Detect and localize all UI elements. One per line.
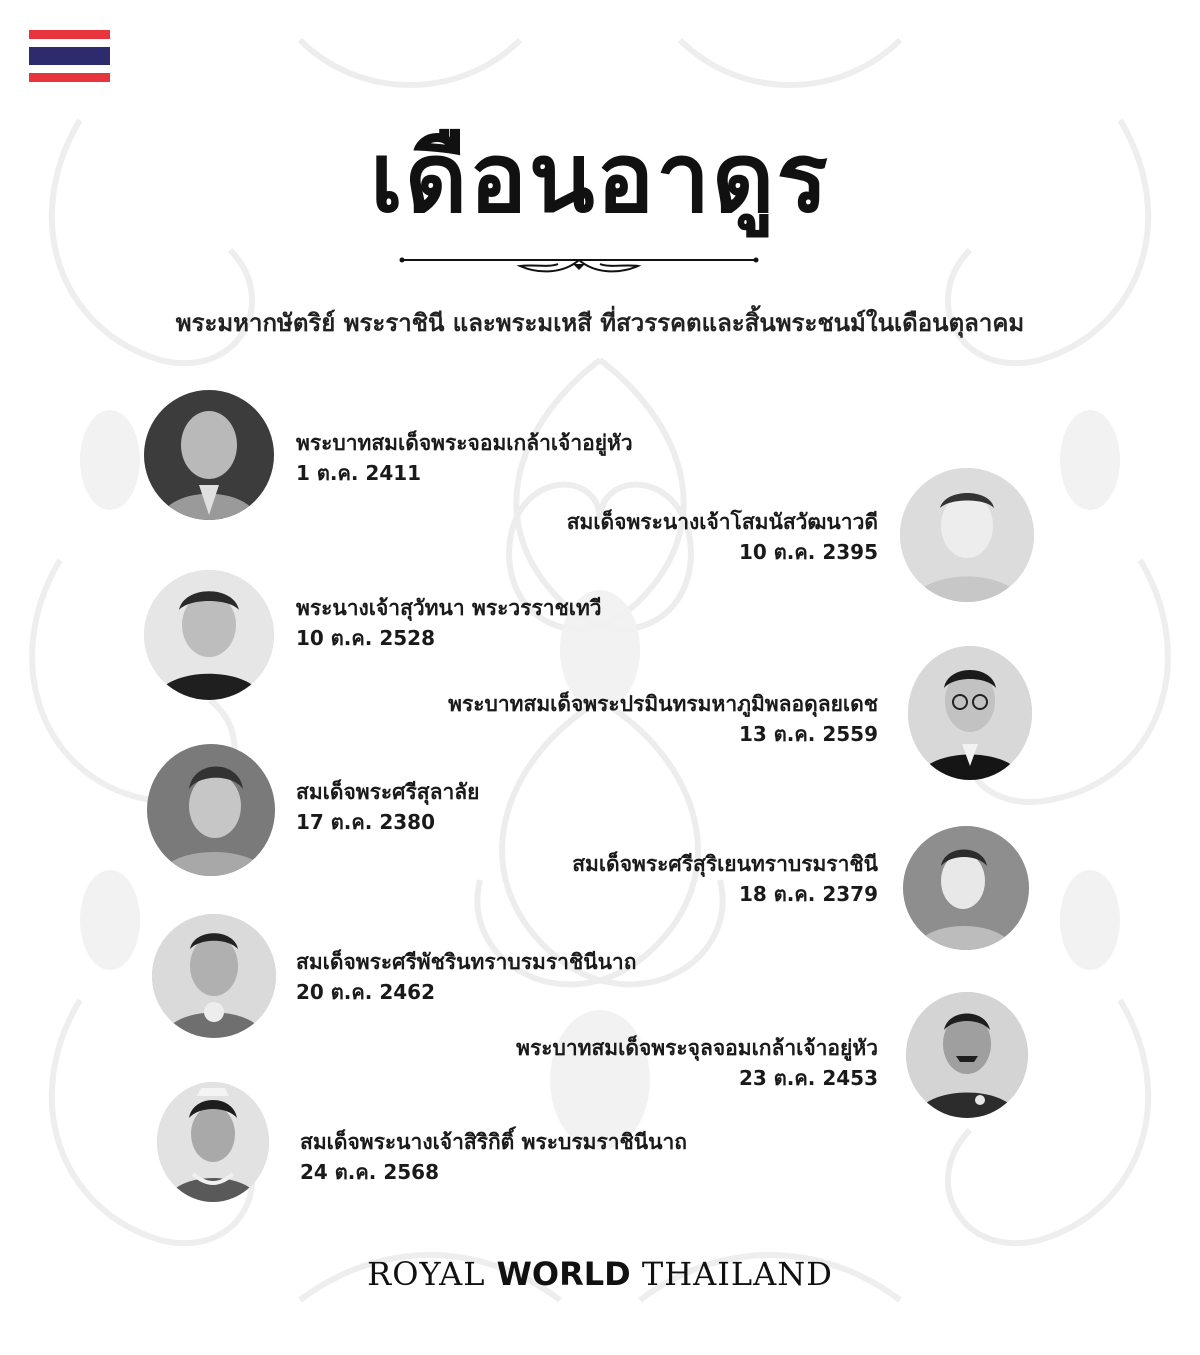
portrait-queen-sirikit	[157, 1082, 269, 1202]
entry-date: 10 ต.ค. 2395	[739, 540, 878, 564]
entry-name: สมเด็จพระนางเจ้าโสมนัสวัฒนาวดี	[566, 510, 878, 534]
entry-name: พระนางเจ้าสุวัทนา พระวรราชเทวี	[296, 596, 602, 620]
entry-name: สมเด็จพระศรีสุริเยนทราบรมราชินี	[572, 852, 878, 876]
brand-part: THAILAND	[630, 1255, 833, 1293]
portrait-queen-somanass	[900, 468, 1034, 602]
entry-date: 10 ต.ค. 2528	[296, 626, 435, 650]
entry-date: 20 ต.ค. 2462	[296, 980, 435, 1004]
brand-logo	[0, 1254, 1200, 1294]
flag-stripe	[29, 65, 110, 73]
entry-date: 18 ต.ค. 2379	[739, 882, 878, 906]
list-item	[448, 689, 878, 749]
entry-date: 1 ต.ค. 2411	[296, 461, 422, 485]
entry-name: สมเด็จพระนางเจ้าสิริกิติ์ พระบรมราชินีนาถ	[300, 1130, 688, 1154]
portrait-queen-sri-sulalai	[147, 744, 275, 876]
flag-stripe	[29, 39, 110, 47]
entry-name: พระบาทสมเด็จพระจอมเกล้าเจ้าอยู่หัว	[296, 431, 633, 455]
list-item	[296, 777, 479, 837]
portrait-king-chulalongkorn	[906, 992, 1028, 1118]
portrait-queen-saovabha	[152, 914, 276, 1038]
entry-date: 17 ต.ค. 2380	[296, 810, 435, 834]
entry-date: 23 ต.ค. 2453	[739, 1066, 878, 1090]
portrait-king-mongkut	[144, 390, 274, 520]
flag-stripe	[29, 30, 110, 39]
portrait-queen-sri-suriyendra	[903, 826, 1029, 950]
list-item	[572, 849, 878, 909]
list-item	[296, 593, 602, 653]
entry-date: 13 ต.ค. 2559	[739, 722, 878, 746]
entry-name: สมเด็จพระศรีสุลาลัย	[296, 780, 480, 804]
entry-date: 24 ต.ค. 2568	[300, 1160, 439, 1184]
page-title: เดือนอาดูร	[370, 122, 830, 234]
subtitle: พระมหากษัตริย์ พระราชินี และพระมเหสี ที่สวรรคตและสิ้นพระชนม์ในเดือนตุลาคม	[175, 309, 1025, 337]
brand-part: ROYAL	[367, 1255, 497, 1293]
flag-stripe	[29, 47, 110, 65]
entry-name: สมเด็จพระศรีพัชรินทราบรมราชินีนาถ	[296, 950, 637, 974]
list-item	[296, 428, 633, 488]
portrait-king-bhumibol	[908, 646, 1032, 780]
portrait-queen-suvadhana	[144, 570, 274, 700]
list-item	[516, 1033, 878, 1093]
entry-name: พระบาทสมเด็จพระปรมินทรมหาภูมิพลอดุลยเดช	[448, 692, 878, 716]
list-item	[567, 507, 878, 567]
brand-part: WORLD	[496, 1255, 631, 1293]
flag-stripe	[29, 73, 110, 82]
ornament-divider-icon	[398, 250, 760, 276]
thai-flag-icon	[29, 30, 110, 82]
list-item	[296, 947, 636, 1007]
entry-name: พระบาทสมเด็จพระจุลจอมเกล้าเจ้าอยู่หัว	[516, 1036, 878, 1060]
list-item	[300, 1127, 687, 1187]
